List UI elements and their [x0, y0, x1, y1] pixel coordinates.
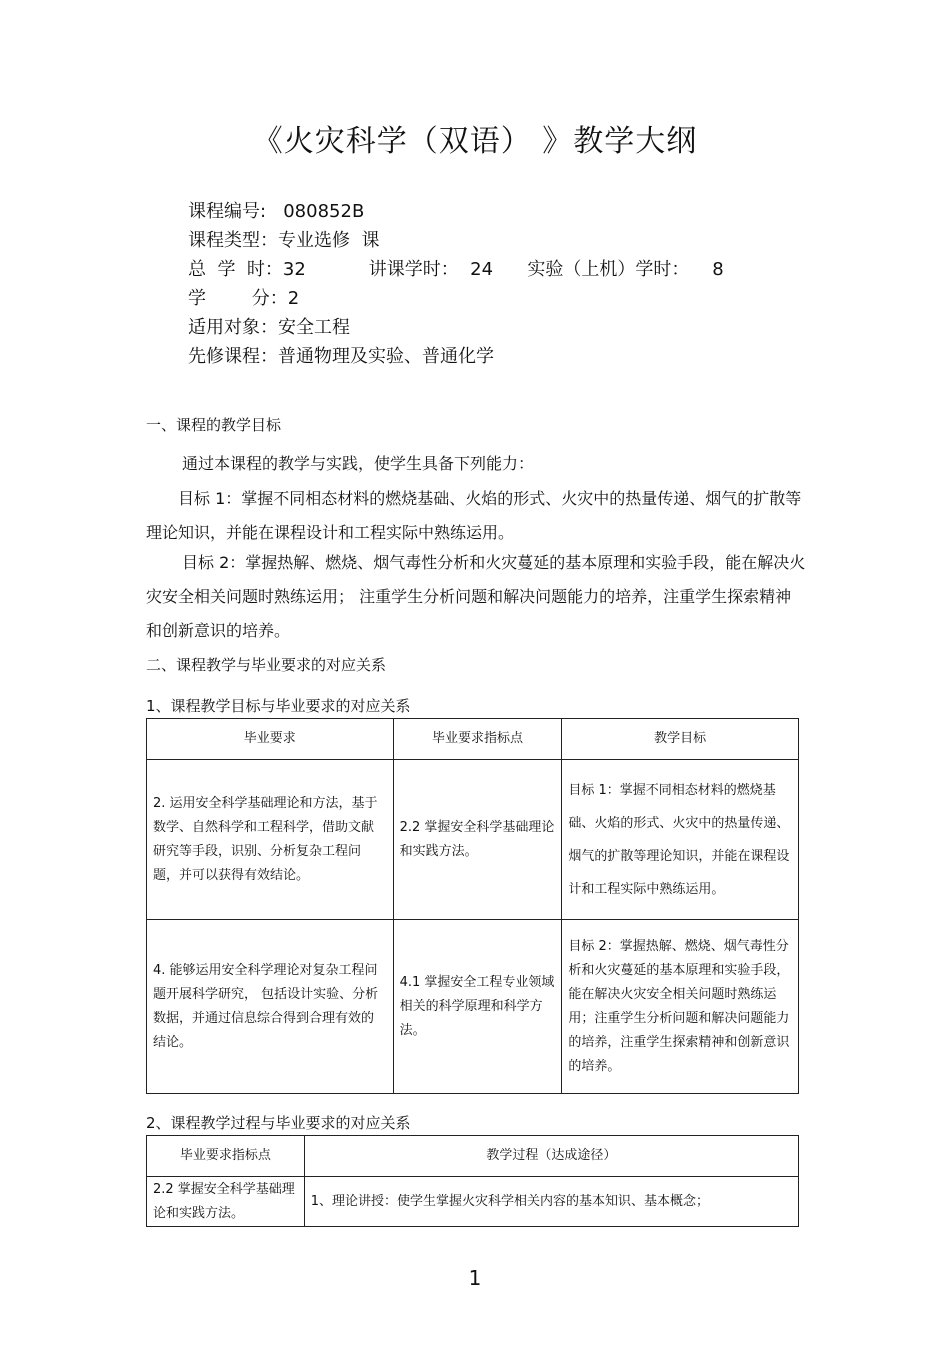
goals-requirements-table	[146, 718, 799, 1094]
goal-1-paragraph: 目标 1：掌握不同相态材料的燃烧基础、火焰的形式、火灾中的热量传递、烟气的扩散等理论知识，并能在课程设计和工程实际中熟练运用。	[146, 489, 802, 542]
page-number: 1	[468, 1266, 482, 1290]
process-requirements-table	[146, 1135, 799, 1227]
requirement-cell: 4. 能够运用安全科学理论对复杂工程问题开展科学研究， 包括设计实验、分析数据，并通过信息综合得到合理有效的结论。	[147, 920, 394, 1094]
course-target: 适用对象：安全工程	[188, 317, 350, 338]
table-row	[147, 760, 799, 920]
table-header-row	[147, 719, 799, 760]
indicator-cell: 4.1 掌握安全工程专业领域相关的科学原理和科学方法。	[393, 920, 562, 1094]
course-hours: 总 学 时：32 讲课学时： 24 实验（上机）学时： 8	[188, 259, 724, 280]
subsection2-heading: 2、课程教学过程与毕业要求的对应关系	[146, 1114, 411, 1132]
course-prereq: 先修课程：普通物理及实验、普通化学	[188, 346, 494, 367]
section1-intro: 通过本课程的教学与实践，使学生具备下列能力：	[182, 454, 535, 473]
table-header-cell: 教学目标	[562, 719, 799, 760]
table-header-cell: 毕业要求	[147, 719, 394, 760]
course-type: 课程类型：专业选修 课	[188, 230, 380, 251]
table-header-cell: 教学过程（达成途径）	[304, 1136, 798, 1177]
course-code: 课程编号: 080852B	[188, 201, 365, 222]
table-header-cell: 毕业要求指标点	[393, 719, 562, 760]
requirement-cell: 2. 运用安全科学基础理论和方法，基于数学、自然科学和工程科学，借助文献研究等手段，识别、分析复杂工程问题，并可以获得有效结论。	[147, 760, 394, 920]
document-title: 《火灾科学（双语） 》教学大纲	[252, 124, 698, 159]
teaching-goal-cell: 目标 2：掌握热解、燃烧、烟气毒性分析和火灾蔓延的基本原理和实验手段，能在解决火灾安全相关问题时熟练运用；注重学生分析问题和解决问题能力的培养，注重学生探索精神和创新意识的培养。	[562, 920, 799, 1094]
section2-heading: 二、课程教学与毕业要求的对应关系	[146, 656, 387, 674]
section1-heading: 一、课程的教学目标	[146, 416, 282, 434]
table-row	[147, 1177, 799, 1227]
table-header-row	[147, 1136, 799, 1177]
table-header-cell: 毕业要求指标点	[147, 1136, 305, 1177]
indicator-cell: 2.2 掌握安全科学基础理论和实践方法。	[393, 760, 562, 920]
goal-2-paragraph: 目标 2：掌握热解、燃烧、烟气毒性分析和火灾蔓延的基本原理和实验手段，能在解决火灾安全相关问题时熟练运用； 注重学生分析问题和解决问题能力的培养，注重学生探索精神和创新意识的培养。	[146, 553, 806, 640]
teaching-process-cell: 1、理论讲授：使学生掌握火灾科学相关内容的基本知识、基本概念；	[304, 1177, 798, 1227]
table-row	[147, 920, 799, 1094]
teaching-goal-cell: 目标 1：掌握不同相态材料的燃烧基础、火焰的形式、火灾中的热量传递、烟气的扩散等理论知识，并能在课程设计和工程实际中熟练运用。	[562, 760, 799, 920]
subsection1-heading: 1、课程教学目标与毕业要求的对应关系	[146, 697, 411, 715]
course-credits: 学 分：2	[188, 288, 300, 309]
indicator-cell: 2.2 掌握安全科学基础理论和实践方法。	[147, 1177, 305, 1227]
